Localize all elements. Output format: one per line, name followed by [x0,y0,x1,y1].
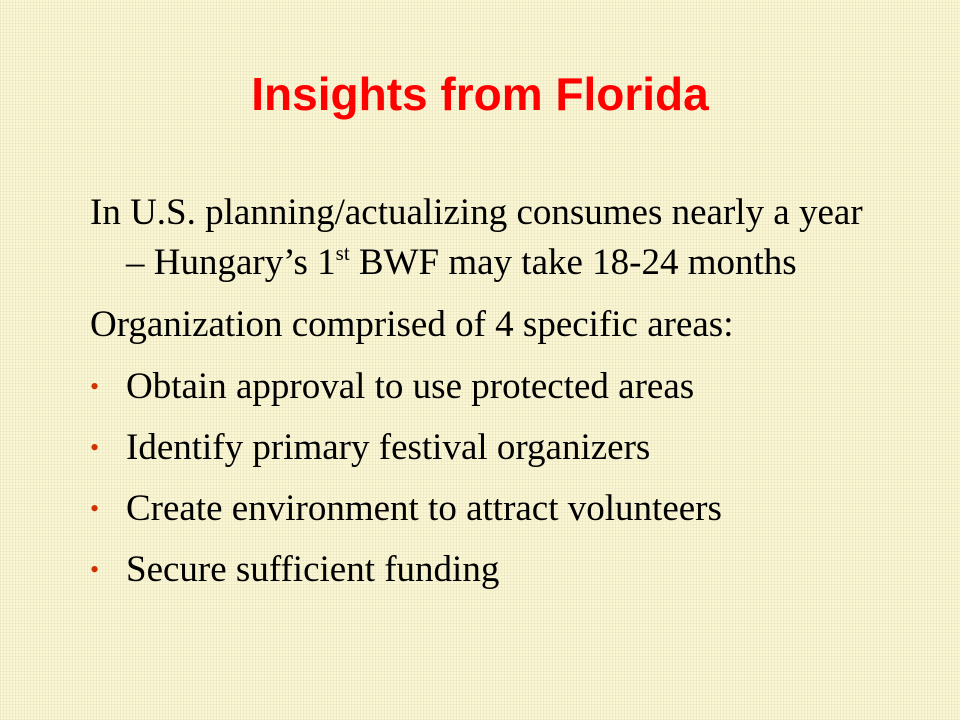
bullet-icon: • [90,494,100,523]
bullet-icon: • [90,555,100,584]
list-item [90,423,880,473]
paragraph-organization: Organization comprised of 4 specific areas: [90,304,734,345]
slide-body [90,188,880,606]
paragraph-timeline-text-end: BWF may take 18-24 months [349,242,797,283]
superscript-ordinal: st [335,241,350,265]
list-item-text: Secure sufficient funding [126,549,500,590]
list-item [90,362,880,412]
list-item [90,484,880,534]
slide-title: Insights from Florida [251,68,709,120]
list-item-text: Create environment to attract volunteers [126,488,722,529]
list-item [90,545,880,595]
list-item-text: Obtain approval to use protected areas [126,366,695,407]
paragraph-timeline-text-start: In U.S. planning/actualizing consumes nearly a year – Hungary’s 1 [90,192,863,283]
list-item-text: Identify primary festival organizers [126,427,651,468]
paragraph-timeline [90,188,880,288]
bullet-icon: • [90,433,100,462]
bullet-icon: • [90,372,100,401]
